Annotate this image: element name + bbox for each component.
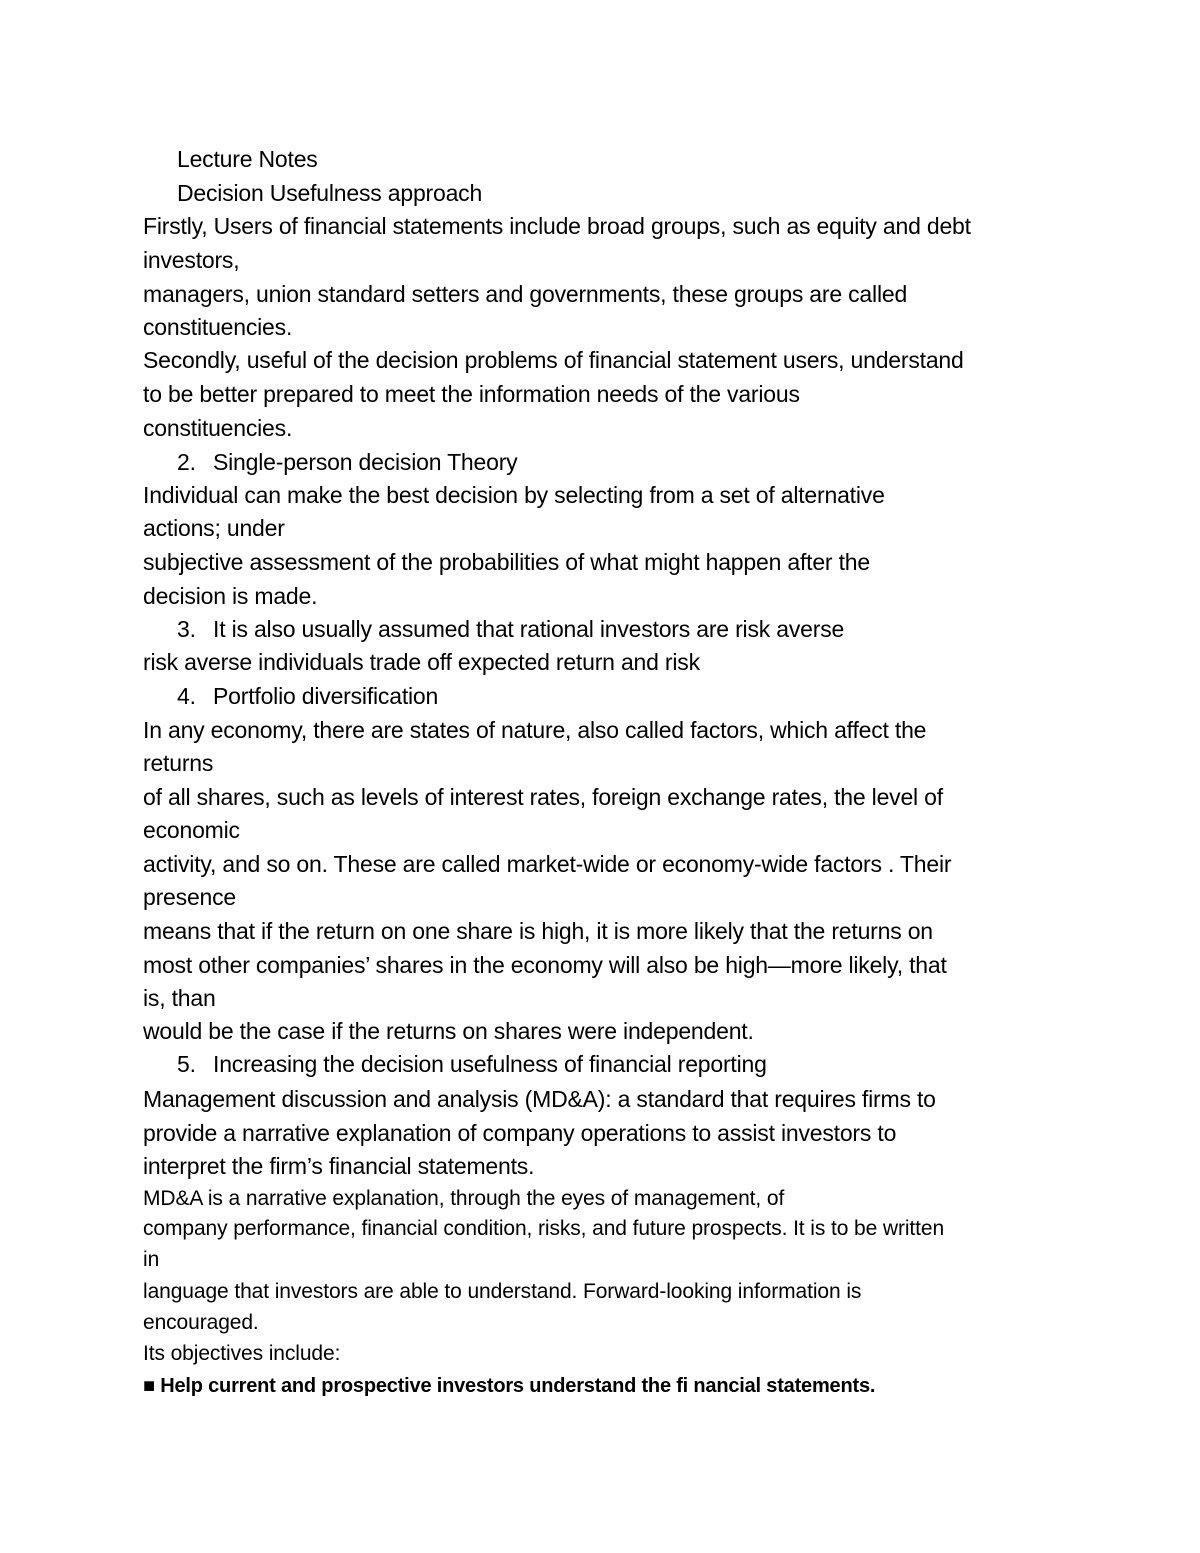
section-heading-text: Single-person decision Theory (213, 449, 518, 475)
text-line: returns (143, 750, 214, 776)
section-number: 5. (177, 1051, 196, 1077)
text-line: In any economy, there are states of nature, also called factors, which affect the (143, 717, 927, 743)
text-line: managers, union standard setters and governments, these groups are called (143, 281, 908, 307)
text-line: actions; under (143, 515, 285, 541)
text-line: means that if the return on one share is high, it is more likely that the returns on (143, 918, 933, 944)
text-line: Its objectives include: (143, 1342, 341, 1365)
section-heading-text: Increasing the decision usefulness of financial reporting (213, 1051, 767, 1077)
text-line: in (143, 1248, 160, 1271)
section-number: 2. (177, 449, 196, 475)
bullet-item: ■ Help current and prospective investors understand the fi nancial statements. (143, 1375, 876, 1397)
section-heading (177, 615, 844, 643)
text-line: constituencies. (143, 314, 293, 340)
text-line: language that investors are able to understand. Forward-looking information is (143, 1280, 862, 1303)
section-number: 3. (177, 616, 196, 642)
text-line: Individual can make the best decision by selecting from a set of alternative (143, 482, 885, 508)
section-number: 4. (177, 683, 196, 709)
text-line: would be the case if the returns on shares were independent. (143, 1018, 754, 1044)
text-line: encouraged. (143, 1311, 259, 1334)
text-line: most other companies’ shares in the economy will also be high—more likely, that (143, 952, 947, 978)
text-line: economic (143, 817, 240, 843)
text-line: MD&A is a narrative explanation, through the eyes of management, of (143, 1187, 785, 1210)
text-line: subjective assessment of the probabilities of what might happen after the (143, 549, 870, 575)
section-heading (177, 682, 438, 710)
text-line: Management discussion and analysis (MD&A): a standard that requires firms to (143, 1086, 936, 1112)
section-heading-text: It is also usually assumed that rational investors are risk averse (213, 616, 845, 642)
text-line: decision is made. (143, 583, 318, 609)
section-heading (177, 1050, 767, 1078)
document-subtitle: Decision Usefulness approach (177, 180, 483, 206)
text-line: Secondly, useful of the decision problems of financial statement users, understand (143, 347, 964, 373)
text-line: company performance, financial condition, risks, and future prospects. It is to be written (143, 1217, 945, 1240)
text-line: constituencies. (143, 415, 293, 441)
text-line: of all shares, such as levels of interest rates, foreign exchange rates, the level of (143, 784, 943, 810)
section-heading (177, 448, 517, 476)
text-line: provide a narrative explanation of company operations to assist investors to (143, 1120, 897, 1146)
text-line: Firstly, Users of financial statements include broad groups, such as equity and debt (143, 213, 971, 239)
text-line: investors, (143, 247, 240, 273)
text-line: to be better prepared to meet the information needs of the various (143, 381, 800, 407)
document-title: Lecture Notes (177, 146, 318, 172)
text-line: risk averse individuals trade off expected return and risk (143, 649, 700, 675)
text-line: interpret the firm’s financial statements. (143, 1153, 535, 1179)
text-line: is, than (143, 985, 216, 1011)
section-heading-text: Portfolio diversification (213, 683, 439, 709)
text-line: presence (143, 884, 237, 910)
text-line: activity, and so on. These are called market-wide or economy-wide factors . Their (143, 851, 952, 877)
